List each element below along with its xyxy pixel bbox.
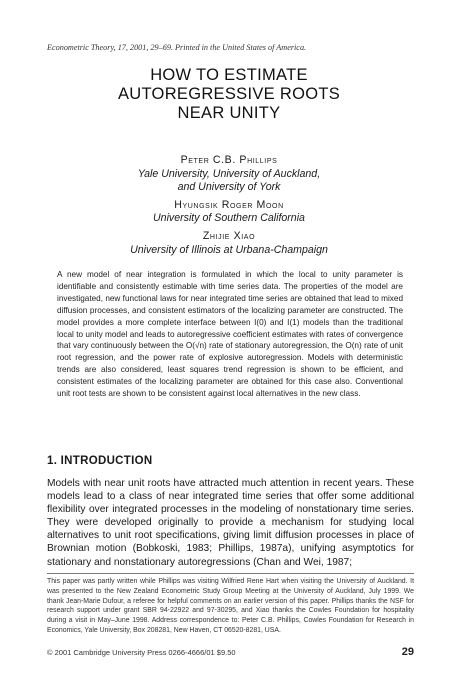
paper-title — [0, 66, 458, 123]
abstract: A new model of near integration is formulated in which the local to unity parameter is identifiable and consistently estimable with time series data. The properties of the model are investigated, new functional laws for near integrated time series are obtained that lead to mixed diffusion processes, and consistent estimators of the localizing parameter are constructed. The model provides a more complete interface between I(0) and I(1) models than the traditional local to unity model and leads to autoregressive coefficient estimates with rates of convergence that vary continuously between the O(√n) rate of stationary autoregression, the O(n) rate of unit root regression, and the power rate of explosive autoregression. Models with deterministic trends are also considered, least squares trend regression is shown to be efficient, and consistent estimates of the localizing parameter are obtained for this case also. Conventional unit root tests are shown to be consistent against local alternatives in the new class. — [57, 270, 403, 399]
title-line: NEAR UNITY — [177, 104, 281, 122]
author-affiliation: and University of York — [177, 181, 281, 194]
body-text: Models with near unit roots have attracted much attention in recent years. These models lead to a class of near integrated time series that offer some additional flexibility over integrated processes in the modeling of nonstationary time series. They were developed originally to provide a mechanism for studying local alternatives to unit root specifications, giving limit diffusion processes in place of Brownian motion (Bobkoski, 1983; Phillips, 1987a), unifying asymptotics for stationary and nonstationary autoregressions (Chan and Wei, 1987; — [47, 478, 414, 568]
page-footer — [47, 646, 414, 660]
journal-header: Econometric Theory, 17, 2001, 29–69. Printed in the United States of America. — [47, 43, 307, 52]
copyright-line: © 2001 Cambridge University Press 0266-4666/01 $9.50 — [47, 648, 236, 657]
author-affiliation: Yale University, University of Auckland, — [137, 167, 321, 180]
title-line: AUTOREGRESSIVE ROOTS — [117, 85, 341, 103]
author-name: Hyungsik Roger Moon — [174, 198, 284, 211]
author-name: Zhijie Xiao — [202, 229, 256, 242]
page-number: 29 — [401, 646, 414, 658]
author-block — [0, 150, 458, 257]
title-line: HOW TO ESTIMATE — [150, 66, 308, 84]
section-heading: 1. INTRODUCTION — [47, 455, 153, 467]
author-name: Peter C.B. Phillips — [180, 154, 278, 166]
footnote: This paper was partly written while Phillips was visiting Wilfried Rene Hart when visiting the University of Auckland. It was presented to the New Zealand Econometric Study Group Meeting at the University of Auckland, July 1999. We thank Jean-Marie Dufour, a referee for helpful comments on an earlier version of this paper. Phillips thanks the NSF for research support under grant SBR 94-22922 and 97-30295, and Xiao thanks the Cowles Foundation for hospitality during a visit in May–June 1998. Address correspondence to: Peter C.B. Phillips, Cowles Foundation for Research in Economics, Yale University, Box 208281, New Haven, CT 06520-8281, USA. — [47, 573, 414, 636]
author-affiliation: University of Southern California — [153, 212, 305, 225]
author-affiliation: University of Illinois at Urbana-Champaign — [130, 243, 328, 256]
